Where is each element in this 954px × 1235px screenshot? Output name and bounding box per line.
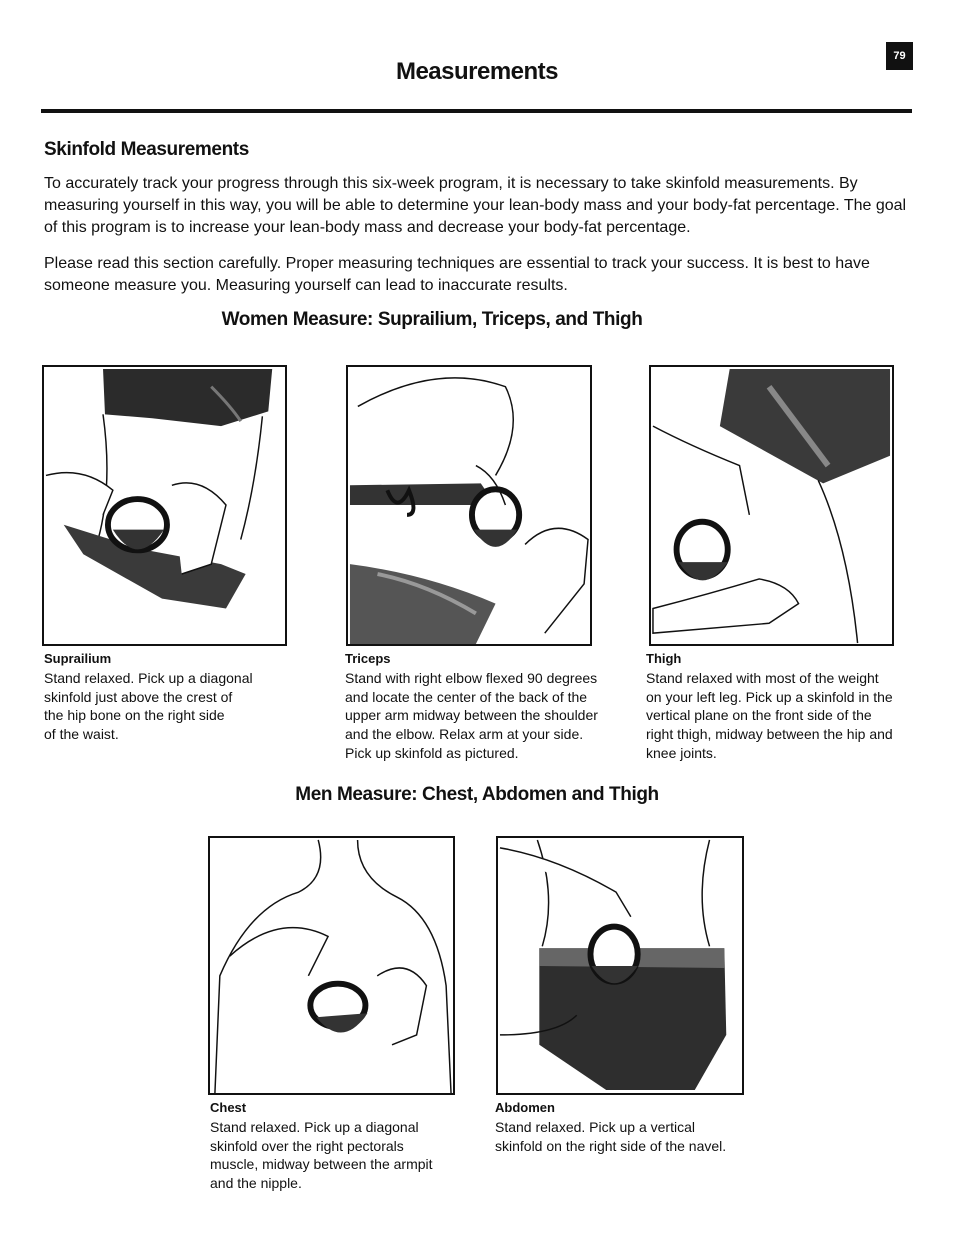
page-number: 79 (886, 42, 913, 70)
caption-title: Triceps (345, 651, 391, 666)
caption-title: Thigh (646, 651, 682, 666)
title-divider (41, 109, 912, 113)
triceps-illustration (346, 365, 592, 646)
thigh-illustration-women (649, 365, 894, 646)
instructions-paragraph: Please read this section carefully. Proper measuring techniques are essential to track your success. It is best to have someone measure you. Measuring yourself can lead to inaccurate results. (44, 255, 870, 294)
caption-text: Stand relaxed with most of the weight on your left leg. Pick up a skinfold in the vertical plane on the front side of the right thigh, midway between the hip and knee joints. (646, 669, 893, 761)
intro-paragraph: To accurately track your progress through this six-week program, it is necessary to take skinfold measurements. By measuring yourself in this way, you will be able to determine your lean-body mass and your body-fat percentage. The goal of this program is to increase your lean-body mass and decrease your body-fat percentage. (44, 175, 907, 236)
chest-caption (210, 1099, 460, 1193)
suprailium-caption (44, 650, 284, 744)
triceps-caption (345, 650, 615, 763)
caption-title: Chest (210, 1100, 247, 1115)
thigh-caption-women (646, 650, 911, 763)
page-title: Measurements (395, 58, 559, 85)
caption-text: Stand relaxed. Pick up a diagonal skinfold over the right pectorals muscle, midway between the armpit and the nipple. (210, 1118, 433, 1192)
abdomen-caption (495, 1099, 755, 1155)
abdomen-illustration (496, 836, 744, 1095)
section-heading: Skinfold Measurements (44, 139, 249, 160)
suprailium-illustration (42, 365, 287, 646)
women-heading: Women Measure: Suprailium, Triceps, and Thigh (221, 309, 643, 330)
caption-title: Abdomen (495, 1100, 555, 1115)
caption-text: Stand relaxed. Pick up a vertical skinfold on the right side of the navel. (495, 1118, 727, 1154)
chest-illustration (208, 836, 455, 1095)
caption-text: Stand relaxed. Pick up a diagonal skinfold just above the crest of the hip bone on the right side of the waist. (44, 669, 253, 743)
caption-text: Stand with right elbow flexed 90 degrees and locate the center of the back of the upper arm midway between the shoulder and the elbow. Relax arm at your side. Pick up skinfold as pictured. (345, 669, 598, 761)
men-heading: Men Measure: Chest, Abdomen and Thigh (295, 784, 659, 805)
caption-title: Suprailium (44, 651, 112, 666)
